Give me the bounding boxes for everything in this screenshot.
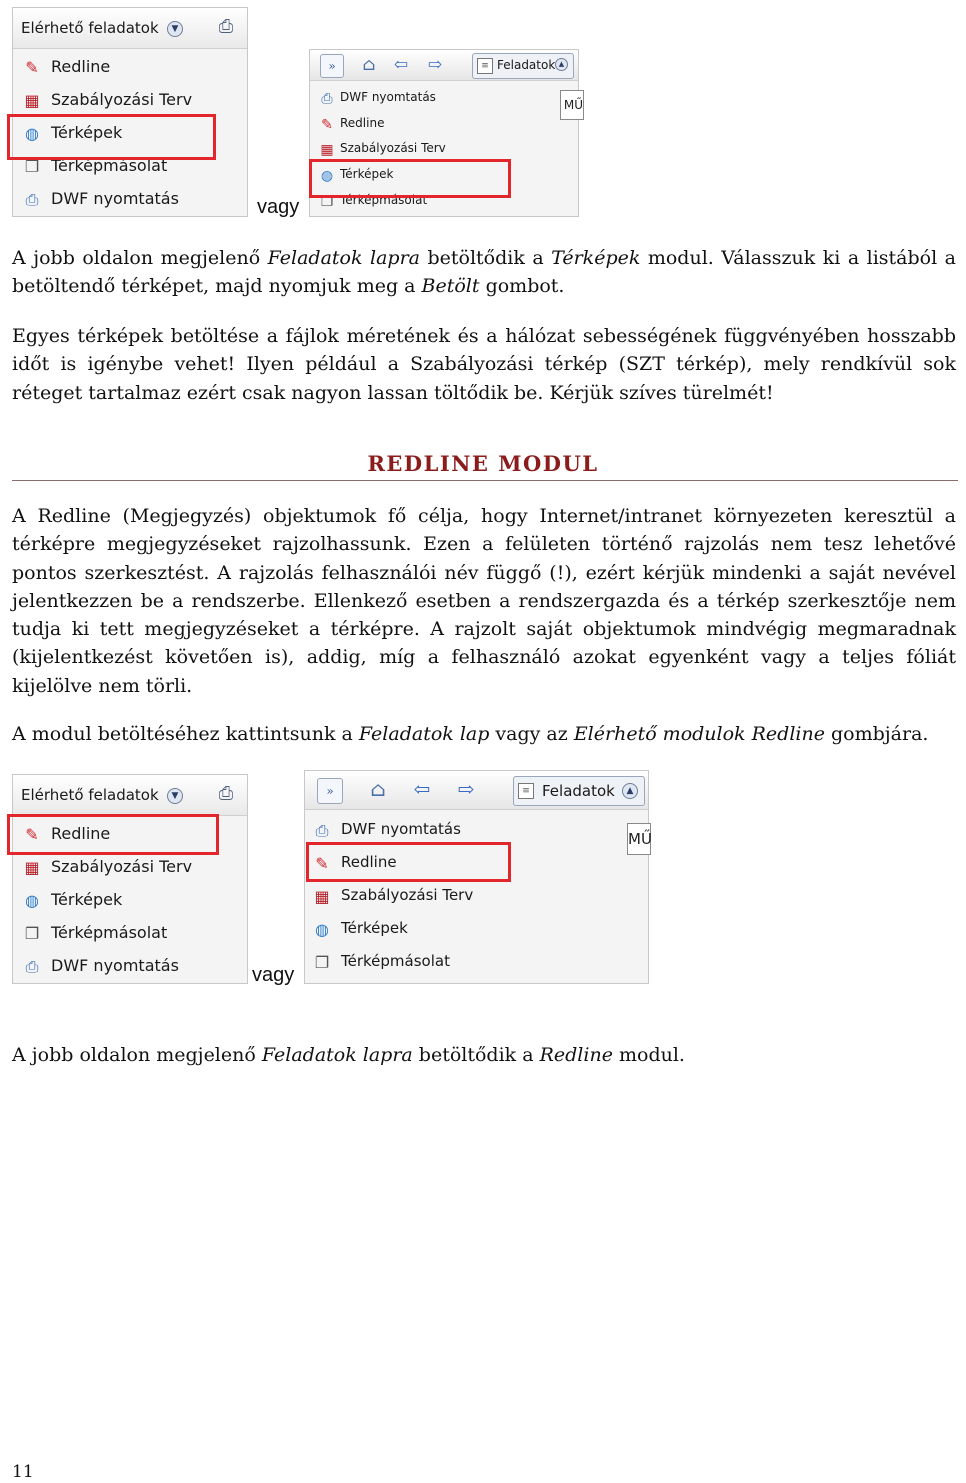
- or-text: vagy: [252, 964, 295, 986]
- tasks-panel-1: » ⌂ ⇦ ⇨ ≡ Feladatok ▲ MŰ ⎙ DWF nyomtatás ✎ Redline ▦ Szabályozási Terv ◍ Térképek ❐ Térképmásolat: [309, 49, 579, 217]
- highlight-box: [309, 159, 511, 198]
- print-icon: ⎙: [315, 821, 329, 840]
- print-icon: ⎙: [321, 91, 333, 107]
- side-tab[interactable]: MŰ: [627, 823, 651, 855]
- chevron-up-icon[interactable]: ▲: [555, 58, 568, 71]
- highlight-box: [306, 842, 511, 882]
- globe-icon: ◍: [315, 920, 329, 939]
- panel-header-title: Elérhető feladatok: [21, 786, 159, 804]
- tasks-tab[interactable]: ≡ Feladatok ▲: [472, 53, 574, 79]
- or-text: vagy: [257, 196, 300, 218]
- panel-header[interactable]: [13, 775, 247, 816]
- chevron-down-icon[interactable]: ▼: [167, 21, 183, 37]
- expand-icon[interactable]: »: [317, 778, 343, 804]
- pencil-icon: ✎: [25, 58, 39, 77]
- section-heading: REDLINE MODUL: [367, 451, 599, 476]
- forward-arrow-icon[interactable]: ⇨: [457, 777, 475, 801]
- paragraph-3: A Redline (Megjegyzés) objektumok fő célja, hogy Internet/intranet környezeten keresztül a térképre megjegyzéseket rajzolhassunk. Ezen a felületen történő rajzolás nem tesz lehetővé pontos szerkesztést. A rajzolás felhasználói név függő (!), ezért kérjük mindenki a saját nevével jelentkezzen be a rendszerbe. Ellenkező esetben a rendszergazda és a térkép szerkesztője nem tudja ki tett megjegyzéseket a térképre. A rajzolt saját objektumok mindvégig megmaradnak (kijelentkezést követően is), addig, míg a felhasználó azokat egyenként vagy a teljes fóliát kijelölve nem törli.: [12, 505, 956, 697]
- red-map-icon: ▦: [320, 142, 334, 158]
- copy-icon: ❐: [24, 924, 40, 943]
- toolbar: [305, 771, 648, 810]
- expand-icon[interactable]: »: [320, 54, 344, 78]
- copy-icon: ❐: [314, 953, 330, 972]
- tasks-tab[interactable]: ≡ Feladatok ▲: [513, 776, 645, 806]
- paragraph-1: A jobb oldalon megjelenő Feladatok lapra betöltődik a Térképek modul. Válasszuk ki a listából a betöltendő térképet, majd nyomjuk meg a Betölt gombot.: [12, 247, 956, 298]
- toolbar: [310, 50, 578, 81]
- globe-icon: ◍: [25, 891, 39, 910]
- pencil-icon: ✎: [315, 854, 329, 873]
- red-map-icon: ▦: [24, 91, 40, 110]
- highlight-box: [7, 814, 219, 855]
- print-icon: ⎙: [25, 957, 39, 976]
- red-map-icon: ▦: [24, 858, 40, 877]
- globe-icon: ◍: [25, 124, 39, 143]
- pencil-icon: ✎: [321, 117, 333, 133]
- print-settings-icon[interactable]: ⎙: [218, 783, 234, 804]
- highlight-box: [7, 114, 216, 160]
- panel-header-title: Elérhető feladatok: [21, 19, 159, 37]
- chevron-up-icon[interactable]: ▲: [622, 783, 638, 799]
- copy-icon: ❐: [24, 157, 40, 176]
- forward-arrow-icon[interactable]: ⇨: [427, 55, 443, 75]
- print-settings-icon[interactable]: ⎙: [218, 16, 234, 37]
- back-arrow-icon[interactable]: ⇦: [393, 55, 409, 75]
- list-icon: ≡: [518, 783, 534, 799]
- side-tab[interactable]: MŰ: [560, 90, 584, 120]
- home-icon[interactable]: ⌂: [370, 777, 386, 801]
- paragraph-2: Egyes térképek betöltése a fájlok méretének és a hálózat sebességének függvényében hosszabb időt is igénybe vehet! Ilyen például a Szabályozási térkép (SZT térkép), mely rendkívül sok réteget tartalmaz ezért csak nagyon lassan töltődik be. Kérjük szíves türelmét!: [12, 325, 956, 404]
- chevron-down-icon[interactable]: ▼: [167, 788, 183, 804]
- red-map-icon: ▦: [314, 887, 330, 906]
- paragraph-4: A modul betöltéséhez kattintsunk a Feladatok lap vagy az Elérhető modulok Redline gombjára.: [12, 723, 929, 745]
- heading-rule: [12, 480, 958, 481]
- available-tasks-panel-1: Elérhető feladatok ▼ ⎙ ✎ Redline ▦ Szabályozási Terv ◍ Térképek ❐ Térképmásolat ⎙ DWF nyomtatás: [12, 7, 248, 217]
- globe-icon: ◍: [320, 168, 334, 184]
- copy-icon: ❐: [320, 194, 334, 210]
- page-number: 11: [12, 1462, 34, 1482]
- print-icon: ⎙: [25, 190, 39, 209]
- tasks-panel-2: » ⌂ ⇦ ⇨ ≡ Feladatok ▲ MŰ ⎙ DWF nyomtatás ✎ Redline ▦ Szabályozási Terv ◍ Térképek ❐ Térképmásolat: [304, 770, 649, 984]
- available-tasks-panel-2: Elérhető feladatok ▼ ⎙ ✎ Redline ▦ Szabályozási Terv ◍ Térképek ❐ Térképmásolat ⎙ DWF nyomtatás: [12, 774, 248, 984]
- pencil-icon: ✎: [25, 825, 39, 844]
- paragraph-5: A jobb oldalon megjelenő Feladatok lapra betöltődik a Redline modul.: [12, 1044, 685, 1066]
- list-icon: ≡: [477, 58, 493, 74]
- panel-header[interactable]: [13, 8, 247, 49]
- home-icon[interactable]: ⌂: [362, 55, 376, 75]
- back-arrow-icon[interactable]: ⇦: [413, 777, 431, 801]
